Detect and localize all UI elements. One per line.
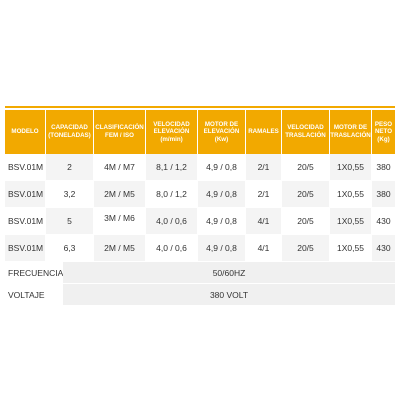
header-ramales: RAMALES [246, 110, 282, 154]
table-row [5, 181, 395, 208]
table-row [5, 154, 395, 181]
cell-ramales: 2/1 [246, 154, 282, 180]
table-row [5, 235, 395, 262]
cell-velocidad-elevacion: 4,0 / 0,6 [146, 208, 198, 234]
cell-velocidad-elevacion: 8,1 / 1,2 [146, 154, 198, 180]
cell-motor-traslacion: 1X0,55 [330, 181, 372, 207]
cell-modelo: BSV.01M [5, 208, 46, 234]
cell-motor-elevacion: 4,9 / 0,8 [198, 208, 246, 234]
table-header [5, 110, 395, 154]
cell-motor-traslacion: 1X0,55 [330, 235, 372, 261]
cell-modelo: BSV.01M [5, 235, 46, 261]
cell-peso-neto: 430 [372, 235, 395, 261]
footer-row-frecuencia [5, 262, 395, 284]
cell-modelo: BSV.01M [5, 154, 46, 180]
cell-capacidad: 3,2 [46, 181, 94, 207]
cell-velocidad-traslacion: 20/5 [282, 181, 330, 207]
cell-clasificacion: 2M / M5 [94, 181, 146, 207]
cell-capacidad: 6,3 [46, 235, 94, 261]
table-row [5, 208, 395, 235]
spec-sheet [5, 106, 395, 400]
cell-ramales: 2/1 [246, 181, 282, 207]
header-motor-elevacion: MOTOR DE ELEVACIÓN (Kw) [198, 110, 246, 154]
cell-peso-neto: 380 [372, 181, 395, 207]
footer-value: 50/60HZ [63, 262, 395, 283]
footer-value: 380 VOLT [63, 284, 395, 305]
header-clasificacion: CLASIFICACIÓN FEM / ISO [94, 110, 146, 154]
header-motor-traslacion: MOTOR DE TRASLACIÓN [330, 110, 372, 154]
header-velocidad-elevacion: VELOCIDAD ELEVACIÓN (m/min) [146, 110, 198, 154]
cell-modelo: BSV.01M [5, 181, 46, 207]
footer-label: VOLTAJE [5, 284, 63, 305]
cell-velocidad-elevacion: 8,0 / 1,2 [146, 181, 198, 207]
cell-peso-neto: 380 [372, 154, 395, 180]
cell-velocidad-traslacion: 20/5 [282, 154, 330, 180]
cell-velocidad-traslacion: 20/5 [282, 235, 330, 261]
header-velocidad-traslacion: VELOCIDAD TRASLACIÓN [282, 110, 330, 154]
cell-clasificacion: 2M / M5 [94, 235, 146, 261]
footer-row-voltaje [5, 284, 395, 306]
cell-motor-elevacion: 4,9 / 0,8 [198, 235, 246, 261]
cell-ramales: 4/1 [246, 208, 282, 234]
cell-peso-neto: 430 [372, 208, 395, 234]
header-modelo: MODELO [5, 110, 46, 154]
cell-ramales: 4/1 [246, 235, 282, 261]
top-accent-bar [5, 106, 395, 108]
cell-motor-elevacion: 4,9 / 0,8 [198, 154, 246, 180]
cell-velocidad-elevacion: 4,0 / 0,6 [146, 235, 198, 261]
cell-clasificacion: 4M / M7 [94, 154, 146, 180]
cell-motor-elevacion: 4,9 / 0,8 [198, 181, 246, 207]
cell-motor-traslacion: 1X0,55 [330, 154, 372, 180]
header-peso-neto: PESO NETO (Kg) [374, 120, 393, 143]
cell-capacidad: 5 [46, 208, 94, 234]
footer-label: FRECUENCIA [5, 262, 63, 283]
cell-velocidad-traslacion: 20/5 [282, 208, 330, 234]
cell-capacidad: 2 [46, 154, 94, 180]
cell-clasificacion: 3M / M6 [94, 208, 146, 234]
header-capacidad: CAPACIDAD (TONELADAS) [46, 110, 94, 154]
cell-motor-traslacion: 1X0,55 [330, 208, 372, 234]
